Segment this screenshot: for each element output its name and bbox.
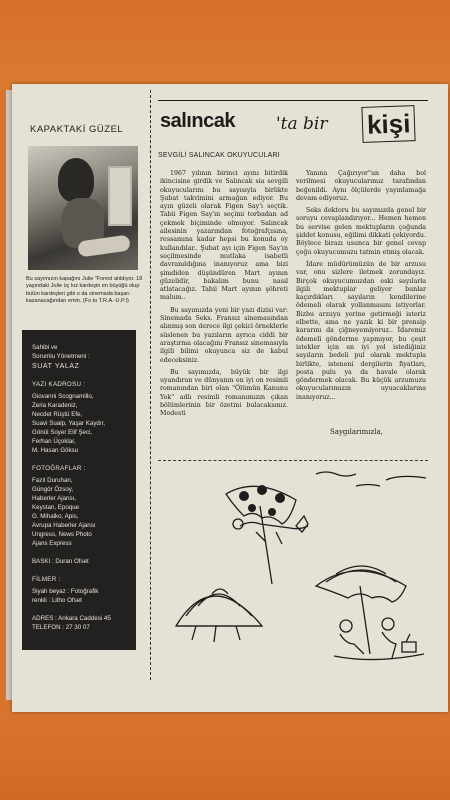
photo-figure-head <box>58 158 94 202</box>
writer-item: Necdet Rüştü Efe, <box>32 411 83 419</box>
paragraph: Seks doktoru bu sayımızda genel bir soruyu cevaplandırıyor... Hemen hemen bu servise gelen mektupların çoğunda şiddet konusu, eğilimi dikkati çekiyordu. Böylece birazı usunca bir genel cevap çoğu okuyucumuzu tatmin etmiş olacak. <box>296 207 426 256</box>
owner-label: Sahibi ve <box>32 344 58 351</box>
header-rule <box>158 100 428 101</box>
salutation: SEVGİLİ SALINCAK OKUYUCULARI <box>158 152 280 159</box>
photo-credit: Ajans Express <box>32 539 72 547</box>
beach-cartoon <box>156 466 436 696</box>
writer-item: Giovanni Scognamillo, <box>32 393 94 401</box>
film-credit: renkli : Litho Ofset <box>32 596 82 604</box>
column-divider <box>150 90 151 680</box>
paragraph: Bu sayımızda yeni bir yazı dizisi var: Sinemada Seks. Fransız sinemasından alınmış son derece ilgi çekici örneklerle süslenen bu yazıların ayrıca ciddi bir araştırma olacağını Fransız sinemasıyla ilgili bilimi okuyunca siz de kabul edeceksiniz. <box>160 306 288 364</box>
writer-item: Ferhan Üçoklar, <box>32 438 76 446</box>
bird-line <box>316 472 356 476</box>
section-header <box>158 106 438 148</box>
shell-tent <box>176 596 262 626</box>
owner-name: SUAT YALAZ <box>32 362 80 370</box>
bird-line <box>386 476 426 480</box>
photo-credit: Fazıl Duruhan, <box>32 476 73 484</box>
figure-head <box>233 519 243 529</box>
photo-credit: Keystan, Epoque <box>32 503 80 511</box>
small-figure <box>296 516 308 532</box>
bird-line <box>356 485 380 487</box>
writer-item: M. Hasan Göksu <box>32 447 79 454</box>
ground-line <box>334 654 424 660</box>
paragraph: Yanına Çağırıyor"un daha bol verilmesi okuyucularımız tarafından beğenildi. Aynı ölçülerde yayınlamağa devam ediyoruz. <box>296 170 426 202</box>
photo-credit: Güngör Özsoy, <box>32 485 74 493</box>
text-column-1 <box>160 170 288 423</box>
writer-item: Zeria Karadeniz, <box>32 402 78 410</box>
figure-head <box>382 618 394 630</box>
masthead-box <box>22 330 136 650</box>
photo-credit: Ungress, News Photo <box>32 530 92 538</box>
films-heading: FİLMER : <box>32 575 61 583</box>
owner-label-2: Sorumlu Yönetmeni : <box>32 352 90 360</box>
figure-head <box>340 620 352 632</box>
phone: TELEFON : 27 30 07 <box>32 623 90 631</box>
film-credit: Siyah beyaz : Fotoğrafik <box>32 587 99 595</box>
cover-caption: Bu sayımızın kapağını Julie "Forest atıldıyor. 18 yaşındaki Julie üç kız kardeşin en büyüğü olup bütün kardeşleri gibi o da sinemada başarı kazanacağından emin. (Fo to T.R.A.-U.P.I) <box>26 276 143 305</box>
address: ADRES : Ankara Caddesi 45 <box>32 614 111 622</box>
paragraph: 1967 yılının birinci ayını bitirdik ikincisine girdik ve Salıncak sia sevgili okuyucularını bu sayısıyla birlikte Şubat takvimini armağan ediyor. Bu ayın güzeli olarak Figen Say'ı seçtik. Tabii Figen Say'ın seçimi torbadan ad çekmek biçiminde olmuyor. Salıncak ailesinin yazarından fotoğrafçısına, ressamına kadar hepsi bu konuda oy kullandılar.. Şubat ayı için Figen Say'ın seçilmesinde mutlaka isabetli davranıldığına inanıyoruz ama bizi şimdiden düşündüren Mart ayının güzelidir, bakalım bunu nasıl atlatacağız. Tabii Mart ayının şöhreti malum.. <box>160 170 288 302</box>
print-credit: BASKI : Duran Ofset <box>32 557 89 565</box>
section-rule <box>158 460 428 461</box>
photo-credit: Avrupa Haberler Ajansı <box>32 521 96 529</box>
umbrella-2-canopy <box>316 571 406 602</box>
writers-heading: YAZI KADROSU : <box>32 381 86 389</box>
writer-item: Gönül Soyer Elif Şeci, <box>32 429 93 437</box>
photos-heading: FOTOĞRAFLAR : <box>32 464 86 472</box>
paragraph: Bu sayımızda, büyük bir ilgi uyandıran ve dünyanın en iyi on resimli romanından biri olan "Ölümün Kanunu Yok" adlı resimli romanımızın çıkan bölümlerinin bir özetini bulacaksınız. Modesti <box>160 368 288 418</box>
cover-photo <box>28 146 138 270</box>
header-salincak: salıncak <box>160 110 235 132</box>
header-tabir: 'ta bir <box>276 114 328 134</box>
radio <box>402 642 416 652</box>
writer-item: Suavi Sualp, Yaşar Kaydır, <box>32 420 106 428</box>
tent-legs <box>192 626 240 642</box>
paragraph: İdare müdürümüzün de bir arzusu var, onu sizlere iletmek zorundayız. Birçok okuyucumuzdan eski sayılarla ilgili mektuplar geliyor bunlar kaçırdıkları sayıların kendilerine ödemeli olarak yollanmasını istiyorlar. Bizbu arzuyu yerine getirmeği isteriz elbette, ama ne yazık ki bir prensip kararını da çiğneyemiyoruz.. İdaremiz ödemeli gönderme yapmıyor, bu çeşit istekler için en iyi yol istediğiniz sayıların bedeli pul olarak mektupla birlikte, isteneni dergilerin fiyatları, posta pulu ya da havale olarak göndermek olacak. Bu küçük arzumuzu okuyucularımızın uyuacaklarına inanıyoruz... <box>296 260 426 401</box>
cover-heading: KAPAKTAKİ GÜZEL <box>30 124 124 135</box>
photo-credit: Haberler Ajansı, <box>32 494 77 502</box>
background-top <box>0 0 450 90</box>
signoff: Saygılarımızla, <box>330 428 383 436</box>
text-column-2 <box>296 170 426 406</box>
photo-credit: G. Mihalko, Apis, <box>32 512 79 520</box>
header-kisi: kişi <box>361 105 416 143</box>
photo-frame <box>108 166 132 226</box>
background-bottom <box>0 712 450 800</box>
